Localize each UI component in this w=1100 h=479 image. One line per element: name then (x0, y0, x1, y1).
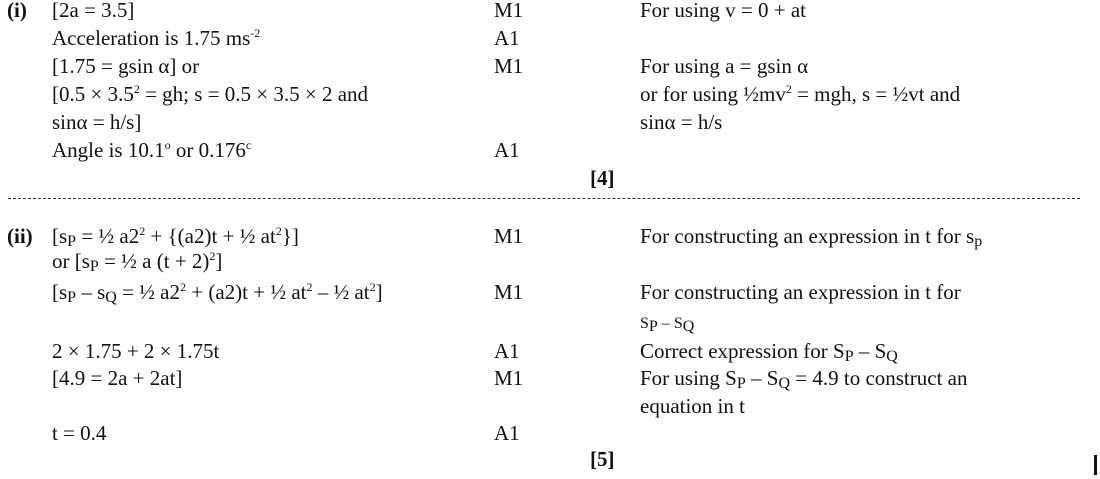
part-ii-total: [5] (590, 447, 615, 471)
note-line: or for using $\frac{1}{2}mv^2$ = mgh, s = ½vt and (640, 82, 961, 106)
mark-label: A1 (494, 138, 520, 162)
part-ii-label: (ii) (7, 224, 33, 248)
mark-label: M1 (494, 366, 524, 390)
step-line: Acceleration is 1.75 $ms^{-2}$ (52, 26, 261, 50)
step-line: [$s_P$ = ½ $a2^2 + \{(a2)t$ + ½ $at^2$}] (52, 224, 299, 250)
section-divider (8, 198, 1080, 199)
note-line: Correct expression for $S_P - S_Q$ (640, 339, 898, 365)
mark-label: A1 (494, 421, 520, 445)
mark-label: A1 (494, 339, 520, 363)
mark-label: M1 (494, 0, 524, 22)
step-line: [$0.5 \times 3.5^2$ = gh; s = 0.5 × 3.5 × 2 and (52, 82, 369, 106)
text-cursor (1094, 455, 1097, 475)
mark-label: M1 (494, 280, 524, 304)
step-line: [1.75 = gsin α] or (52, 54, 200, 78)
mark-label: M1 (494, 224, 524, 248)
note-line: For constructing an expression in t for (640, 280, 961, 304)
step-line: sinα = h/s] (52, 110, 142, 134)
note-line: For using $S_P - S_Q = 4.9$ to construct an (640, 366, 968, 392)
step-line: [2a = 3.5] (52, 0, 135, 22)
part-i-label: (i) (7, 0, 27, 22)
step-line: t = 0.4 (52, 421, 107, 445)
step-line: 2 × 1.75 + 2 × 1.75t (52, 339, 220, 363)
note-line: equation in t (640, 394, 745, 418)
step-line: [4.9 = 2a + 2at] (52, 366, 183, 390)
note-line: sinα = h/s (640, 110, 723, 134)
note-line: For constructing an expression in t for $s_p$ (640, 224, 983, 250)
note-line: For using a = gsin α (640, 54, 809, 78)
part-i-total: [4] (590, 166, 615, 190)
mark-label: M1 (494, 54, 524, 78)
note-line: $S_P - S_Q$ (640, 315, 695, 335)
step-line: or [$s_P$ = ½ a $(t + 2)^2$] (52, 249, 223, 275)
step-line: [$s_P - s_Q$ = ½ $a2^2 + (a2)t$ + ½ $at^2$ – ½ $at^2$] (52, 280, 383, 306)
step-line: Angle is 10.1$^o$ or 0.176$^c$ (52, 138, 252, 162)
mark-label: A1 (494, 26, 520, 50)
note-line: For using v = 0 + at (640, 0, 807, 22)
